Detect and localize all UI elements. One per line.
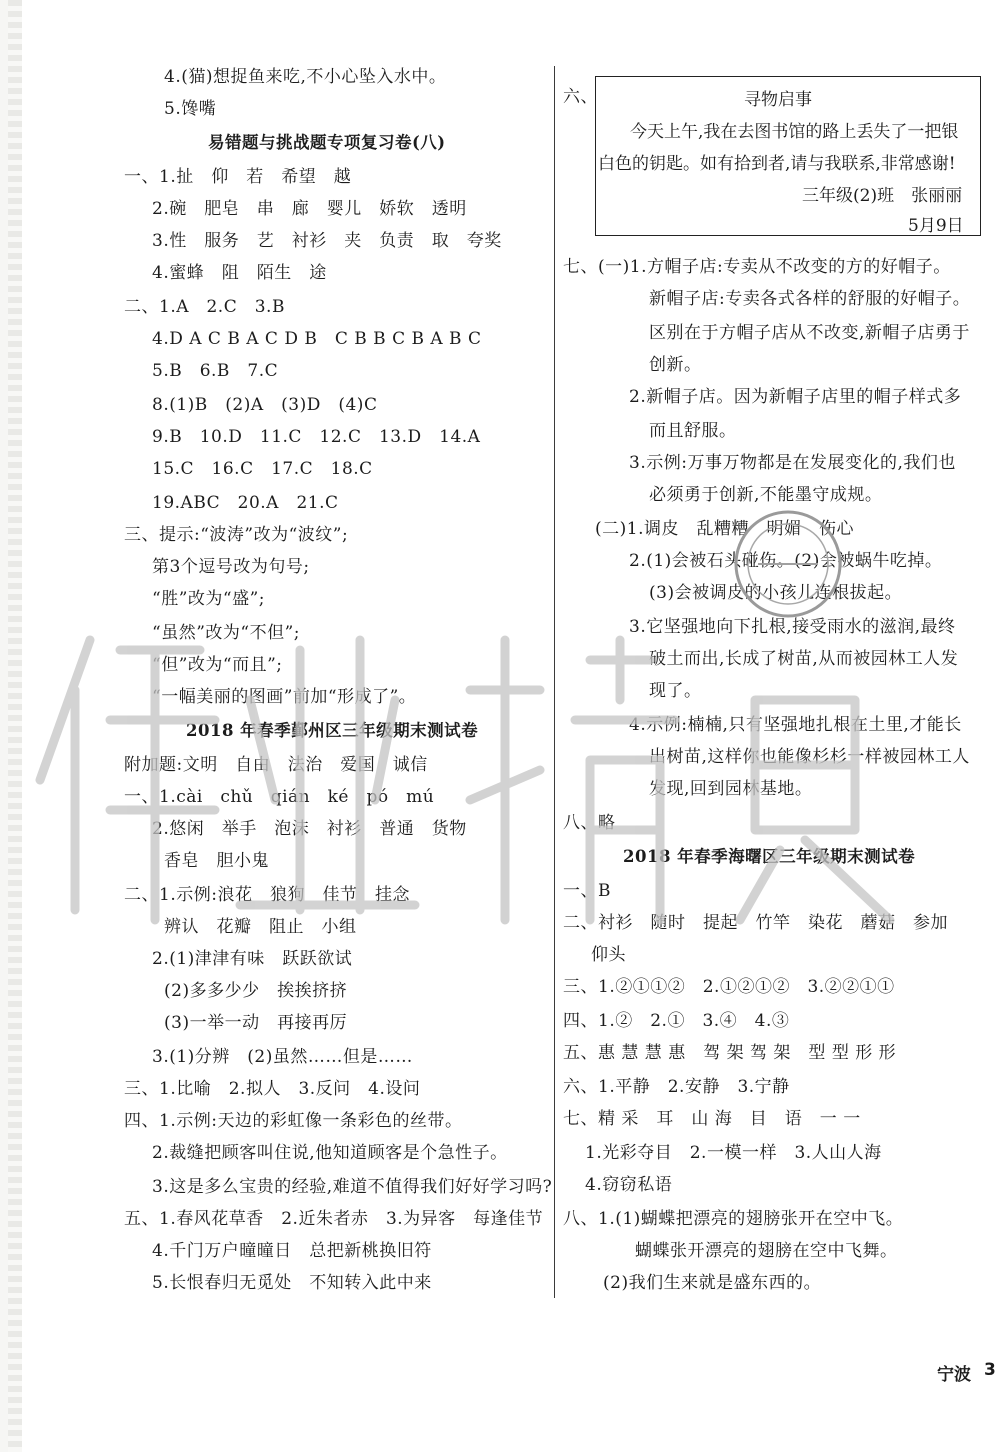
answer-line: 2.(1)会被石头碰伤。(2)会被蜗牛吃掉。: [629, 551, 943, 571]
answer-line: 3.它坚强地向下扎根,接受雨水的滋润,最终: [629, 617, 956, 637]
answer-line: “一幅美丽的图画”前加“形成了”。: [152, 687, 417, 707]
answer-line: 香皂 胆小鬼: [164, 851, 269, 871]
torn-edge: [8, 0, 22, 1452]
answer-line: 蝴蝶张开漂亮的翅膀在空中飞舞。: [635, 1241, 898, 1261]
answer-line: 七、(一)1.方帽子店:专卖从不改变的方的好帽子。: [563, 257, 951, 277]
answer-line: “虽然”改为“不但”;: [152, 623, 300, 643]
answer-line: 仰头: [591, 945, 626, 965]
answer-line: 一、1.扯 仰 若 希望 越: [124, 167, 352, 187]
notice-date: 5月9日: [908, 216, 964, 236]
answer-line: 必须勇于创新,不能墨守成规。: [649, 485, 883, 505]
footer-city: 宁波: [937, 1365, 971, 1385]
answer-line: 2.悠闲 举手 泡沫 衬衫 普通 货物: [152, 819, 467, 839]
answer-line: 破土而出,长成了树苗,从而被园林工人发: [649, 649, 959, 669]
answer-line: “但”改为“而且”;: [152, 655, 283, 675]
footer-page-number: 3: [984, 1360, 996, 1380]
section-title: 2018 年春季鄞州区三年级期末测试卷: [186, 721, 479, 740]
answer-line: 1.光彩夺目 2.一模一样 3.人山人海: [585, 1143, 882, 1163]
answer-line: 4.窃窃私语: [585, 1175, 673, 1195]
answer-line: 2.(1)津津有味 跃跃欲试: [152, 949, 353, 969]
notice-body-line-1: 今天上午,我在去图书馆的路上丢失了一把银: [630, 122, 959, 142]
answer-line: 区别在于方帽子店从不改变,新帽子店勇于: [649, 323, 970, 343]
answer-line: 五、惠 慧 慧 惠 驾 架 驾 架 型 型 形 形: [563, 1043, 897, 1063]
answer-line: 3.(1)分辨 (2)虽然……但是……: [152, 1047, 413, 1067]
answer-line: 新帽子店:专卖各式各样的舒服的好帽子。: [649, 289, 971, 309]
answer-line: 4.示例:楠楠,只有坚强地扎根在土里,才能长: [629, 715, 962, 735]
answer-line: 三、1.②①①② 2.①②①② 3.②②①①: [563, 977, 895, 997]
answer-line: 三、提示:“波涛”改为“波纹”;: [124, 525, 349, 545]
answer-line: 四、1.② 2.① 3.④ 4.③: [563, 1011, 790, 1031]
notice-signature: 三年级(2)班 张丽丽: [802, 186, 963, 206]
answer-line: 19.ABC 20.A 21.C: [152, 493, 339, 513]
answer-line: 5.长恨春归无觅处 不知转入此中来: [152, 1273, 432, 1293]
answer-line: 2.新帽子店。因为新帽子店里的帽子样式多: [629, 387, 962, 407]
answer-line: “胜”改为“盛”;: [152, 589, 265, 609]
section-title: 2018 年春季海曙区三年级期末测试卷: [623, 847, 916, 866]
answer-line: 三、1.比喻 2.拟人 3.反问 4.设问: [124, 1079, 421, 1099]
answer-line: 9.B 10.D 11.C 12.C 13.D 14.A: [152, 427, 481, 447]
answer-line: 一、B: [563, 881, 611, 901]
answer-line: 第3个逗号改为句号;: [152, 557, 310, 577]
answer-line: 七、精 采 耳 山 海 目 语 一 一: [563, 1109, 861, 1129]
answer-line: 五、1.春风花草香 2.近朱者赤 3.为异客 每逢佳节: [124, 1209, 544, 1229]
answer-line: 六、1.平静 2.安静 3.宁静: [563, 1077, 790, 1097]
answer-line: 一、1.cài chǔ qián ké pó mú: [124, 787, 435, 807]
answer-line: 3.性 服务 艺 衬衫 夹 负责 取 夸奖: [152, 231, 502, 251]
column-divider: [554, 66, 555, 1298]
answer-line: 3.示例:万事万物都是在发展变化的,我们也: [629, 453, 956, 473]
answer-line: (二)1.调皮 乱糟糟 明媚 伤心: [595, 519, 854, 539]
notice-body-line-2: 白色的钥匙。如有拾到者,请与我联系,非常感谢!: [598, 154, 956, 174]
answer-line: 4.D A C B A C D B C B B C B A B C: [152, 329, 482, 349]
answer-line: 15.C 16.C 17.C 18.C: [152, 459, 373, 479]
answer-line: 辨认 花瓣 阻止 小组: [164, 917, 357, 937]
answer-line: 3.这是多么宝贵的经验,难道不值得我们好好学习吗?: [152, 1177, 553, 1197]
answer-line: 二、1.A 2.C 3.B: [124, 297, 285, 317]
seal-stamp: [728, 504, 848, 624]
answer-line: 2.碗 肥皂 串 廊 婴儿 娇软 透明: [152, 199, 467, 219]
answer-line: (2)我们生来就是盛东西的。: [603, 1273, 822, 1293]
answer-line: 而且舒服。: [649, 421, 737, 441]
answer-line: 八、略: [563, 813, 616, 833]
answer-line: 八、1.(1)蝴蝶把漂亮的翅膀张开在空中飞。: [563, 1209, 904, 1229]
answer-line: (3)会被调皮的小孩儿连根拔起。: [649, 583, 903, 603]
section-title: 易错题与挑战题专项复习卷(八): [208, 133, 446, 152]
section-six-label: 六、: [563, 87, 598, 107]
answer-line: 二、衬衫 随时 提起 竹竿 染花 蘑菇 参加: [563, 913, 948, 933]
answer-line: 8.(1)B (2)A (3)D (4)C: [152, 395, 378, 415]
answer-line: 现了。: [649, 681, 702, 701]
answer-line: (3)一举一动 再接再厉: [164, 1013, 348, 1033]
answer-line: (2)多多少少 挨挨挤挤: [164, 981, 348, 1001]
answer-line: 2.裁缝把顾客叫住说,他知道顾客是个急性子。: [152, 1143, 508, 1163]
answer-line: 5.馋嘴: [164, 99, 217, 119]
answer-line: 4.蜜蜂 阻 陌生 途: [152, 263, 327, 283]
answer-line: 发现,回到园林基地。: [649, 779, 813, 799]
answer-line: 4.(猫)想捉鱼来吃,不小心坠入水中。: [164, 67, 447, 87]
notice-title: 寻物启事: [744, 90, 812, 110]
answer-line: 5.B 6.B 7.C: [152, 361, 279, 381]
lost-notice-box: [595, 76, 981, 236]
answer-line: 出树苗,这样你也能像杉杉一样被园林工人: [649, 747, 970, 767]
answer-line: 创新。: [649, 355, 702, 375]
answer-line: 二、1.示例:浪花 狼狗 佳节 挂念: [124, 885, 410, 905]
answer-line: 四、1.示例:天边的彩虹像一条彩色的丝带。: [124, 1111, 463, 1131]
answer-line: 4.千门万户曈曈日 总把新桃换旧符: [152, 1241, 432, 1261]
answer-line: 附加题:文明 自由 法治 爱国 诚信: [124, 755, 428, 775]
